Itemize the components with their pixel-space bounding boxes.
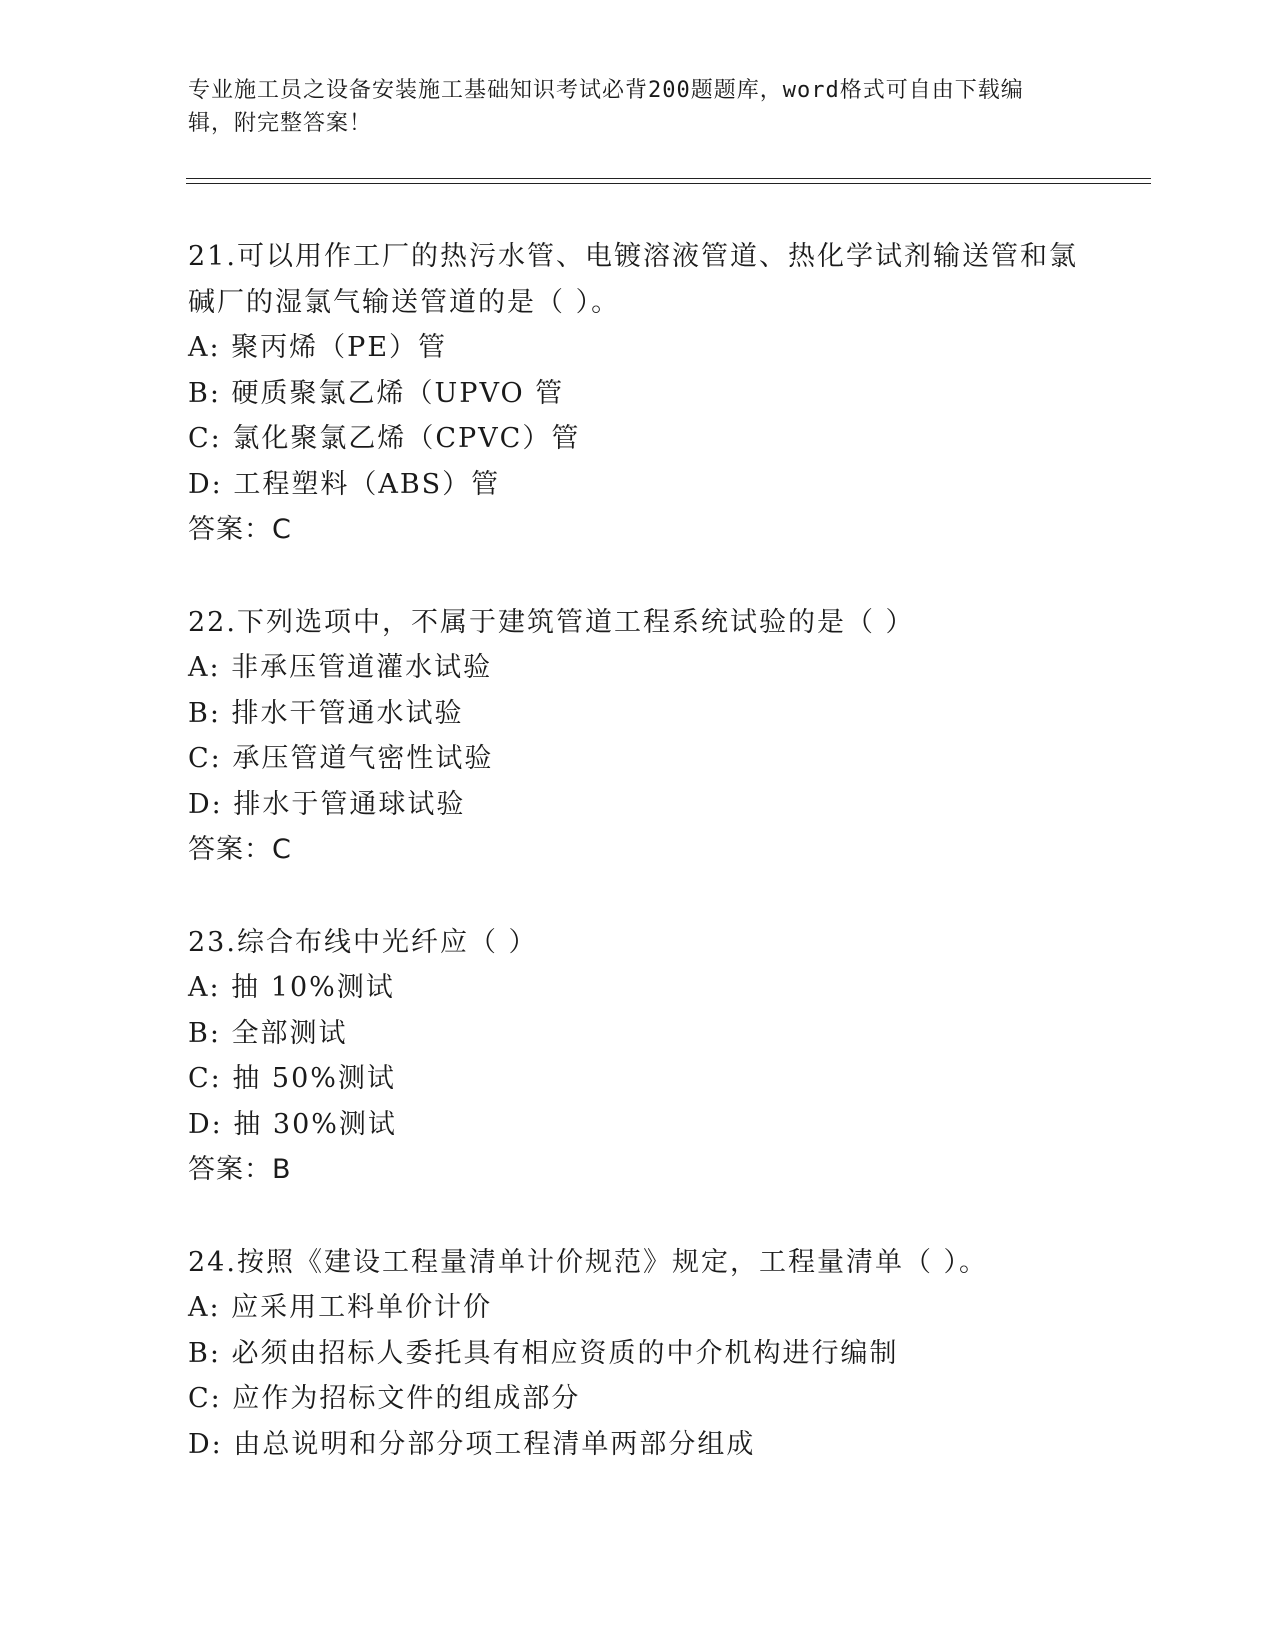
question-stem: 24.按照《建设工程量清单计价规范》规定，工程量清单（ ）。: [188, 1246, 989, 1278]
question-list: [188, 234, 1088, 1514]
option-d: D: 抽 30%测试: [188, 1108, 397, 1140]
option-d: D: 由总说明和分部分项工程清单两部分组成: [188, 1428, 756, 1460]
question-22: [188, 600, 1088, 873]
option-d: D: 工程塑料（ABS）管: [188, 468, 501, 500]
header-divider-top: [186, 178, 1151, 179]
header-divider-bottom: [186, 183, 1151, 184]
option-a: A: 应采用工料单价计价: [188, 1292, 493, 1323]
question-stem: 22.下列选项中，不属于建筑管道工程系统试验的是（ ）: [188, 606, 915, 638]
option-c: C: 应作为招标文件的组成部分: [188, 1383, 581, 1414]
option-b: B: 全部测试: [188, 1017, 348, 1049]
answer: 答案：C: [188, 834, 292, 865]
question-21: [188, 234, 1088, 553]
option-a: A: 非承压管道灌水试验: [188, 652, 493, 683]
option-b: B: 硬质聚氯乙烯（UPVO 管: [188, 377, 565, 409]
option-b: B: 排水干管通水试验: [188, 697, 464, 729]
option-c: C: 抽 50%测试: [188, 1063, 396, 1094]
answer: 答案：C: [188, 514, 292, 545]
question-24: [188, 1240, 1088, 1468]
question-23: [188, 920, 1088, 1193]
answer: 答案：B: [188, 1154, 292, 1185]
option-a: A: 抽 10%测试: [188, 972, 395, 1003]
question-stem: 21.可以用作工厂的热污水管、电镀溶液管道、热化学试剂输送管和氯碱厂的湿氯气输送管道的是（ ）。: [188, 241, 1078, 318]
option-a: A: 聚丙烯（PE）管: [188, 332, 448, 363]
option-c: C: 氯化聚氯乙烯（CPVC）管: [188, 423, 581, 454]
option-c: C: 承压管道气密性试验: [188, 743, 494, 774]
document-header: 专业施工员之设备安装施工基础知识考试必背200题题库，word格式可自由下载编辑，附完整答案！: [188, 78, 1024, 136]
option-b: B: 必须由招标人委托具有相应资质的中介机构进行编制: [188, 1337, 899, 1369]
question-stem: 23.综合布线中光纤应（ ）: [188, 926, 538, 958]
option-d: D: 排水于管通球试验: [188, 788, 466, 820]
